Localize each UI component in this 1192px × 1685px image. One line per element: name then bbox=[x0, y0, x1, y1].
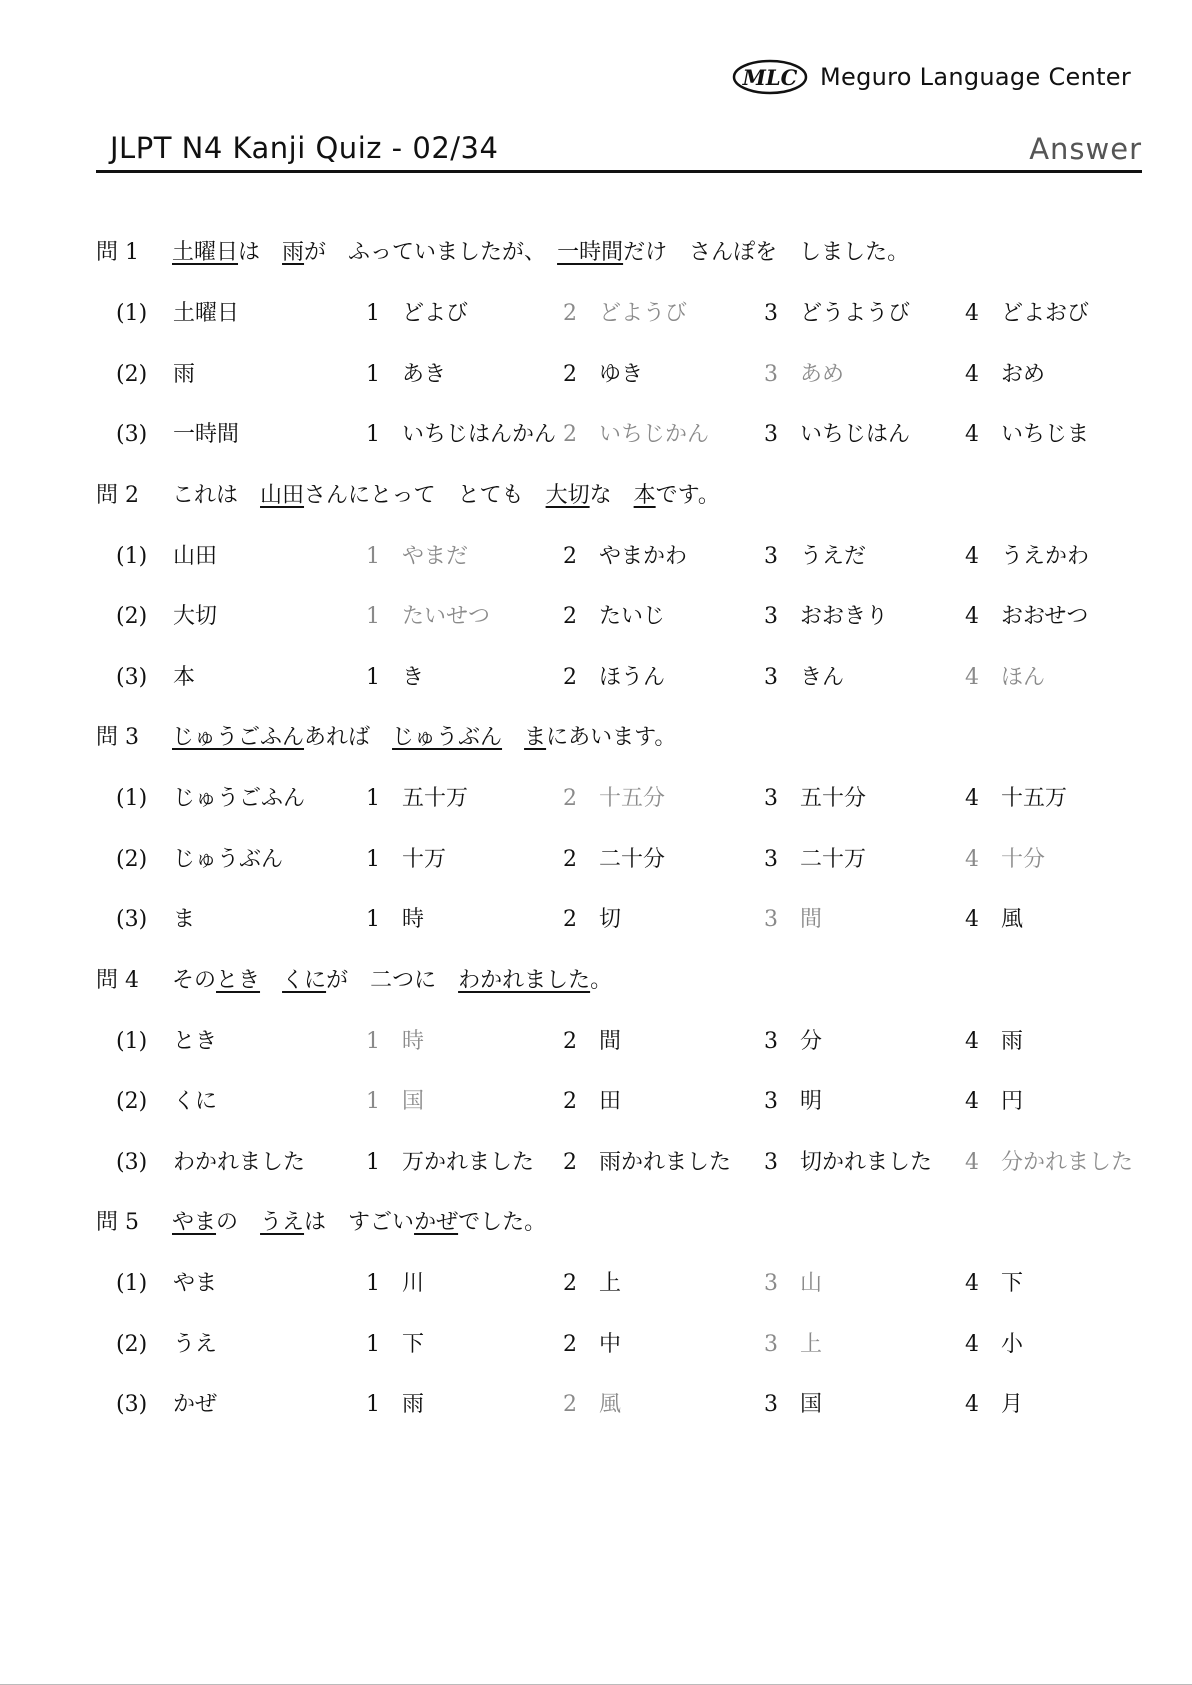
answer-option bbox=[563, 1022, 621, 1062]
sentence-fragment: さんにとって とても bbox=[304, 482, 546, 508]
correct-option bbox=[965, 840, 1045, 880]
answer-row bbox=[96, 1264, 1156, 1304]
question-sentence bbox=[96, 1203, 1156, 1243]
option-number: 4 bbox=[965, 1331, 979, 1357]
option-number: 1 bbox=[366, 846, 380, 872]
correct-option bbox=[563, 415, 709, 455]
question-4 bbox=[96, 961, 1156, 1183]
answer-option bbox=[965, 537, 1089, 577]
underlined-word: じゅうごふん bbox=[172, 725, 305, 750]
item-word: うえ bbox=[173, 1331, 218, 1357]
answer-option bbox=[965, 355, 1045, 395]
option-number: 3 bbox=[764, 1089, 778, 1114]
answer-option bbox=[965, 1385, 1023, 1425]
sentence-fragment: が 二つに bbox=[326, 967, 459, 993]
item-word: とき bbox=[173, 1028, 218, 1054]
question-number: 問 4 bbox=[96, 967, 139, 993]
option-text: おめ bbox=[1001, 361, 1046, 387]
answer-row bbox=[96, 1082, 1156, 1122]
option-number: 3 bbox=[764, 664, 778, 690]
option-text: 山 bbox=[800, 1271, 823, 1296]
answer-option bbox=[764, 1022, 822, 1062]
option-number: 1 bbox=[366, 1089, 380, 1114]
option-text: 中 bbox=[599, 1331, 622, 1357]
question-text bbox=[172, 725, 676, 750]
answer-option bbox=[764, 294, 910, 334]
option-text: 切 bbox=[599, 907, 622, 932]
option-text: 国 bbox=[402, 1089, 425, 1114]
option-text: 雨 bbox=[1001, 1028, 1024, 1054]
answer-option bbox=[563, 658, 665, 698]
item-number: (3) bbox=[116, 1149, 148, 1175]
option-number: 4 bbox=[965, 907, 979, 932]
option-text: 間 bbox=[599, 1028, 622, 1054]
sentence-fragment: は bbox=[238, 240, 283, 265]
item-number: (3) bbox=[116, 907, 148, 932]
item-word: じゅうぶん bbox=[173, 846, 284, 872]
option-text: 上 bbox=[599, 1271, 622, 1296]
option-number: 1 bbox=[366, 907, 380, 932]
answer-option bbox=[563, 355, 643, 395]
item-word: くに bbox=[173, 1089, 218, 1114]
option-text: あき bbox=[402, 361, 447, 387]
question-text bbox=[172, 1210, 546, 1235]
underlined-word: 本 bbox=[633, 482, 656, 508]
option-number: 1 bbox=[366, 786, 380, 811]
correct-option bbox=[366, 597, 490, 637]
logo-mark-text: MLC bbox=[742, 65, 798, 90]
question-text bbox=[172, 968, 612, 993]
option-text: たいじ bbox=[599, 604, 666, 629]
option-number: 3 bbox=[764, 543, 778, 569]
option-text: 十五分 bbox=[599, 786, 666, 811]
underlined-word: くに bbox=[282, 967, 327, 993]
option-number: 2 bbox=[563, 846, 577, 872]
option-text: いちじま bbox=[1001, 422, 1090, 447]
answer-option bbox=[563, 900, 621, 940]
answer-row bbox=[96, 294, 1156, 334]
answer-option bbox=[563, 537, 687, 577]
sentence-fragment: が ふっていましたが、 bbox=[304, 240, 558, 265]
answer-option bbox=[965, 1022, 1023, 1062]
item-number: (2) bbox=[116, 604, 148, 629]
answer-option bbox=[764, 1143, 932, 1183]
sentence-fragment: これは bbox=[172, 482, 261, 508]
option-number: 2 bbox=[563, 1089, 577, 1114]
option-number: 4 bbox=[965, 422, 979, 447]
option-text: きん bbox=[800, 664, 845, 690]
answer-option bbox=[366, 1325, 424, 1365]
option-number: 4 bbox=[965, 604, 979, 629]
sentence-fragment: だけ さんぽを しました。 bbox=[623, 240, 910, 265]
correct-option bbox=[764, 355, 844, 395]
item-word: 一時間 bbox=[173, 422, 240, 447]
option-number: 2 bbox=[563, 664, 577, 690]
page-header bbox=[96, 128, 1142, 173]
question-sentence bbox=[96, 233, 1156, 273]
option-text: 上 bbox=[800, 1331, 823, 1357]
option-number: 4 bbox=[965, 1392, 979, 1417]
answer-option bbox=[965, 779, 1067, 819]
sentence-fragment: は すごい bbox=[304, 1210, 415, 1235]
answer-option bbox=[563, 597, 665, 637]
option-text: 小 bbox=[1001, 1331, 1024, 1357]
sentence-fragment: な bbox=[589, 482, 634, 508]
option-text: いちじかん bbox=[599, 422, 710, 447]
answer-option bbox=[965, 1082, 1023, 1122]
item-number: (1) bbox=[116, 1271, 148, 1296]
option-number: 1 bbox=[366, 1149, 380, 1175]
answer-row bbox=[96, 840, 1156, 880]
option-text: 国 bbox=[800, 1392, 823, 1417]
option-text: 五十分 bbox=[800, 786, 867, 811]
option-number: 4 bbox=[965, 543, 979, 569]
answer-option bbox=[764, 1082, 822, 1122]
option-text: 時 bbox=[402, 1028, 425, 1054]
answer-row bbox=[96, 1385, 1156, 1425]
option-number: 4 bbox=[965, 1271, 979, 1296]
option-number: 3 bbox=[764, 422, 778, 447]
answer-option bbox=[965, 1325, 1023, 1365]
sentence-fragment: です。 bbox=[655, 482, 720, 508]
option-number: 3 bbox=[764, 1028, 778, 1054]
item-number: (2) bbox=[116, 846, 148, 872]
sentence-fragment: その bbox=[172, 967, 217, 993]
correct-option bbox=[366, 1082, 424, 1122]
option-number: 2 bbox=[563, 301, 577, 326]
option-text: 月 bbox=[1001, 1392, 1024, 1417]
option-number: 4 bbox=[965, 786, 979, 811]
option-text: 田 bbox=[599, 1089, 622, 1114]
answer-option bbox=[366, 900, 424, 940]
option-number: 3 bbox=[764, 1331, 778, 1357]
correct-option bbox=[764, 1325, 822, 1365]
option-text: 分かれました bbox=[1001, 1149, 1134, 1175]
option-number: 4 bbox=[965, 1028, 979, 1054]
answer-option bbox=[764, 779, 866, 819]
option-number: 1 bbox=[366, 1028, 380, 1054]
answer-row bbox=[96, 597, 1156, 637]
item-word: 土曜日 bbox=[173, 301, 240, 326]
option-number: 1 bbox=[366, 543, 380, 569]
brand-name: Meguro Language Center bbox=[820, 63, 1132, 91]
item-word: やま bbox=[173, 1271, 218, 1296]
underlined-word: じゅうぶん bbox=[392, 725, 503, 750]
option-text: やまかわ bbox=[599, 543, 688, 569]
option-number: 1 bbox=[366, 604, 380, 629]
option-number: 2 bbox=[563, 604, 577, 629]
underlined-word: ま bbox=[524, 725, 547, 750]
option-text: 二十万 bbox=[800, 846, 867, 872]
answer-option bbox=[764, 1385, 822, 1425]
option-text: おおきり bbox=[800, 604, 889, 629]
option-number: 2 bbox=[563, 907, 577, 932]
option-text: いちじはんかん bbox=[402, 422, 557, 447]
option-number: 2 bbox=[563, 786, 577, 811]
underlined-word: 一時間 bbox=[557, 240, 624, 265]
answer-option bbox=[563, 1082, 621, 1122]
item-word: 本 bbox=[173, 664, 196, 690]
answer-option bbox=[965, 900, 1023, 940]
item-word: かぜ bbox=[173, 1392, 218, 1417]
option-number: 3 bbox=[764, 1149, 778, 1175]
sentence-fragment: の bbox=[216, 1210, 261, 1235]
option-text: 十五万 bbox=[1001, 786, 1068, 811]
answer-option bbox=[366, 1143, 534, 1183]
answer-row bbox=[96, 900, 1156, 940]
option-number: 3 bbox=[764, 1271, 778, 1296]
answer-option bbox=[366, 658, 424, 698]
answer-row bbox=[96, 1143, 1156, 1183]
underlined-word: わかれました bbox=[458, 967, 591, 993]
answer-option bbox=[366, 840, 446, 880]
brand-logo bbox=[732, 58, 1131, 96]
question-number: 問 1 bbox=[96, 240, 139, 265]
option-text: 円 bbox=[1001, 1089, 1024, 1114]
answer-option bbox=[366, 1385, 424, 1425]
item-word: 山田 bbox=[173, 543, 218, 569]
answer-option bbox=[965, 415, 1089, 455]
question-list bbox=[96, 233, 1156, 1446]
option-number: 3 bbox=[764, 604, 778, 629]
item-word: わかれました bbox=[173, 1149, 306, 1175]
correct-option bbox=[366, 1022, 424, 1062]
answer-option bbox=[563, 840, 665, 880]
answer-option bbox=[563, 1143, 731, 1183]
option-text: どうようび bbox=[800, 301, 911, 326]
item-number: (2) bbox=[116, 361, 148, 387]
option-text: 万かれました bbox=[402, 1149, 535, 1175]
item-word: 雨 bbox=[173, 361, 196, 387]
question-number: 問 3 bbox=[96, 725, 139, 750]
option-number: 4 bbox=[965, 1149, 979, 1175]
answer-option bbox=[965, 597, 1088, 637]
answer-option bbox=[366, 779, 468, 819]
option-text: 十分 bbox=[1001, 846, 1046, 872]
answer-option bbox=[764, 658, 844, 698]
option-text: 川 bbox=[402, 1271, 425, 1296]
option-text: たいせつ bbox=[402, 604, 491, 629]
option-text: 五十万 bbox=[402, 786, 469, 811]
answer-option bbox=[563, 1325, 621, 1365]
question-2 bbox=[96, 476, 1156, 698]
answer-option bbox=[366, 1264, 424, 1304]
option-number: 3 bbox=[764, 1392, 778, 1417]
option-number: 3 bbox=[764, 846, 778, 872]
answer-option bbox=[563, 1264, 621, 1304]
question-3 bbox=[96, 718, 1156, 940]
option-text: どようび bbox=[599, 301, 688, 326]
underlined-word: うえ bbox=[260, 1210, 305, 1235]
option-number: 3 bbox=[764, 361, 778, 387]
item-number: (2) bbox=[116, 1331, 148, 1357]
sentence-fragment bbox=[502, 725, 524, 750]
option-text: うえかわ bbox=[1001, 543, 1090, 569]
underlined-word: とき bbox=[216, 967, 261, 993]
option-text: いちじはん bbox=[800, 422, 911, 447]
correct-option bbox=[563, 294, 687, 334]
correct-option bbox=[965, 1143, 1133, 1183]
answer-option bbox=[764, 415, 910, 455]
option-text: 時 bbox=[402, 907, 425, 932]
sentence-fragment: あれば bbox=[304, 725, 393, 750]
option-text: どよおび bbox=[1001, 301, 1090, 326]
option-text: うえだ bbox=[800, 543, 867, 569]
answer-row bbox=[96, 779, 1156, 819]
answer-row bbox=[96, 658, 1156, 698]
option-number: 2 bbox=[563, 361, 577, 387]
correct-option bbox=[764, 1264, 822, 1304]
option-number: 1 bbox=[366, 422, 380, 447]
option-text: 風 bbox=[1001, 907, 1024, 932]
option-number: 1 bbox=[366, 1331, 380, 1357]
question-text bbox=[172, 483, 720, 508]
correct-option bbox=[366, 537, 468, 577]
question-text bbox=[172, 240, 909, 265]
option-text: 十万 bbox=[402, 846, 447, 872]
sentence-fragment: でした。 bbox=[458, 1210, 547, 1235]
option-text: 下 bbox=[1001, 1271, 1024, 1296]
underlined-word: 雨 bbox=[282, 240, 305, 265]
item-number: (3) bbox=[116, 664, 148, 690]
option-text: 下 bbox=[402, 1331, 425, 1357]
option-number: 4 bbox=[965, 664, 979, 690]
option-number: 2 bbox=[563, 1331, 577, 1357]
question-5 bbox=[96, 1203, 1156, 1425]
option-number: 2 bbox=[563, 1271, 577, 1296]
underlined-word: 山田 bbox=[260, 482, 305, 508]
option-number: 2 bbox=[563, 543, 577, 569]
item-number: (3) bbox=[116, 1392, 148, 1417]
answer-label: Answer bbox=[1029, 132, 1142, 166]
option-number: 1 bbox=[366, 1271, 380, 1296]
option-text: 明 bbox=[800, 1089, 823, 1114]
option-number: 4 bbox=[965, 1089, 979, 1114]
option-text: どよび bbox=[402, 301, 469, 326]
item-number: (1) bbox=[116, 786, 148, 811]
correct-option bbox=[563, 1385, 621, 1425]
underlined-word: 大切 bbox=[545, 482, 590, 508]
option-number: 1 bbox=[366, 1392, 380, 1417]
option-text: 雨 bbox=[402, 1392, 425, 1417]
correct-option bbox=[764, 900, 822, 940]
option-number: 3 bbox=[764, 786, 778, 811]
item-word: ま bbox=[173, 907, 196, 932]
option-number: 3 bbox=[764, 907, 778, 932]
option-text: き bbox=[402, 664, 425, 690]
answer-option bbox=[764, 597, 888, 637]
option-text: 間 bbox=[800, 907, 823, 932]
option-number: 4 bbox=[965, 301, 979, 326]
option-text: 分 bbox=[800, 1028, 823, 1054]
underlined-word: やま bbox=[172, 1210, 217, 1235]
sentence-fragment: 。 bbox=[590, 967, 613, 993]
option-number: 4 bbox=[965, 846, 979, 872]
option-text: 二十分 bbox=[599, 846, 666, 872]
item-number: (3) bbox=[116, 422, 148, 447]
answer-option bbox=[965, 294, 1089, 334]
mlc-logo-icon bbox=[732, 58, 808, 96]
option-number: 1 bbox=[366, 361, 380, 387]
option-number: 2 bbox=[563, 422, 577, 447]
option-text: 風 bbox=[599, 1392, 622, 1417]
option-number: 1 bbox=[366, 301, 380, 326]
item-number: (1) bbox=[116, 1028, 148, 1054]
answer-row bbox=[96, 537, 1156, 577]
item-number: (1) bbox=[116, 301, 148, 326]
option-number: 2 bbox=[563, 1028, 577, 1054]
option-number: 2 bbox=[563, 1149, 577, 1175]
answer-row bbox=[96, 1022, 1156, 1062]
item-word: じゅうごふん bbox=[173, 786, 306, 811]
question-1 bbox=[96, 233, 1156, 455]
sentence-fragment bbox=[260, 968, 282, 993]
item-number: (1) bbox=[116, 543, 148, 569]
correct-option bbox=[965, 658, 1045, 698]
question-number: 問 5 bbox=[96, 1210, 139, 1235]
item-word: 大切 bbox=[173, 604, 218, 629]
option-text: おおせつ bbox=[1001, 604, 1089, 629]
answer-row bbox=[96, 1325, 1156, 1365]
page-title: JLPT N4 Kanji Quiz - 02/34 bbox=[110, 131, 499, 165]
question-sentence bbox=[96, 718, 1156, 758]
answer-option bbox=[366, 415, 556, 455]
underlined-word: 土曜日 bbox=[172, 240, 239, 265]
answer-row bbox=[96, 355, 1156, 395]
option-text: 切かれました bbox=[800, 1149, 933, 1175]
question-sentence bbox=[96, 476, 1156, 516]
option-text: ほん bbox=[1001, 664, 1046, 690]
answer-option bbox=[764, 840, 866, 880]
option-text: やまだ bbox=[402, 543, 469, 569]
option-text: ゆき bbox=[599, 361, 644, 387]
option-number: 1 bbox=[366, 664, 380, 690]
sentence-fragment: にあいます。 bbox=[546, 725, 677, 750]
option-text: あめ bbox=[800, 361, 845, 387]
question-number: 問 2 bbox=[96, 482, 139, 508]
answer-option bbox=[366, 355, 446, 395]
answer-option bbox=[366, 294, 468, 334]
option-number: 4 bbox=[965, 361, 979, 387]
answer-option bbox=[965, 1264, 1023, 1304]
answer-row bbox=[96, 415, 1156, 455]
option-number: 3 bbox=[764, 301, 778, 326]
correct-option bbox=[563, 779, 665, 819]
option-number: 2 bbox=[563, 1392, 577, 1417]
option-text: ほうん bbox=[599, 664, 666, 690]
option-text: 雨かれました bbox=[599, 1149, 732, 1175]
item-number: (2) bbox=[116, 1089, 148, 1114]
question-sentence bbox=[96, 961, 1156, 1001]
answer-option bbox=[764, 537, 866, 577]
underlined-word: かぜ bbox=[414, 1210, 459, 1235]
